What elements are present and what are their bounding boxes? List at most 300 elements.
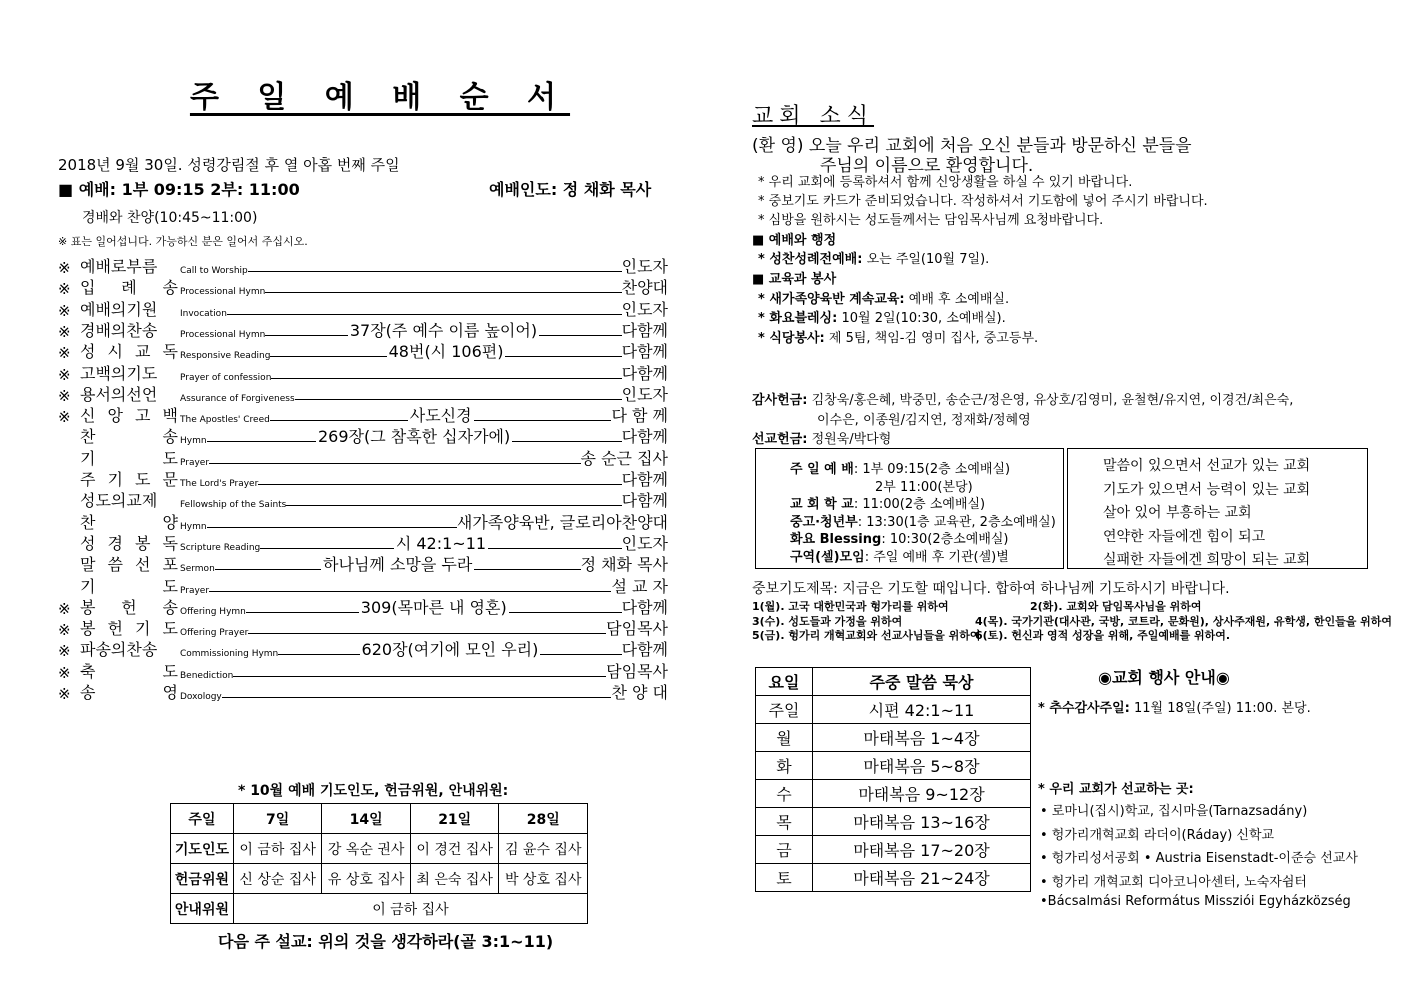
schedule-value: : 13:30(1층 교육관, 2층소예배실)	[857, 514, 1056, 530]
service-name-part: 성	[80, 533, 96, 553]
schedule-row	[790, 528, 1009, 547]
schedule-label: 중고·청년부	[790, 514, 858, 530]
schedule-row	[790, 458, 1010, 477]
service-name-part: 봉	[80, 597, 96, 617]
service-english: Fellowship of the Saints	[180, 500, 287, 511]
service-name	[80, 254, 178, 277]
section-heading: ■ 예배와 행정	[752, 233, 837, 248]
service-detail: 269장(그 참혹한 십자가에)	[317, 427, 511, 447]
leader-line	[270, 356, 386, 357]
welcome-line-1: (환 영) 오늘 우리 교회에 처음 오신 분들과 방문하신 분들을	[752, 136, 1192, 156]
leader-line	[540, 654, 621, 655]
service-name-part: 성도의교제	[80, 491, 158, 511]
service-name-part: 헌	[107, 619, 123, 639]
worship-time: ■ 예배: 1부 09:15 2부: 11:00	[58, 180, 300, 199]
service-row	[58, 426, 668, 447]
service-row	[58, 597, 668, 618]
service-english: Benediction	[180, 670, 234, 681]
leader-line	[270, 420, 408, 421]
service-role: 담임목사	[606, 619, 668, 639]
service-name	[80, 446, 178, 469]
table-header-row	[171, 804, 588, 834]
table-cell: 화	[756, 752, 813, 780]
leader-line	[227, 314, 622, 315]
news-item	[758, 307, 1006, 326]
mission-names: 정원욱/박다형	[807, 432, 892, 447]
schedule-label: 구역(셀)모임	[790, 549, 865, 565]
service-english: Call to Worship	[180, 266, 248, 276]
service-name	[80, 488, 178, 511]
date-line: 2018년 9월 30일. 성령강림절 후 열 아홉 번째 주일	[58, 156, 400, 174]
leader-line	[265, 335, 348, 336]
standing-mark: ※	[58, 280, 71, 299]
next-sermon: 다음 주 설교: 위의 것을 생각하라(골 3:1~11)	[218, 932, 554, 951]
service-name-part: 도	[162, 448, 178, 468]
service-role: 다함께	[621, 363, 668, 383]
service-detail: 309(목마른 내 영혼)	[360, 597, 507, 617]
table-cell: 수	[756, 780, 813, 808]
schedule-value: : 10:30(2층소예배실)	[881, 532, 1009, 547]
table-cell: 이 금하 집사	[233, 834, 322, 864]
service-english: Responsive Reading	[180, 351, 271, 362]
service-name-part: 신	[80, 406, 96, 426]
service-row	[58, 554, 668, 575]
service-name-part: 찬	[80, 427, 96, 447]
news-item	[758, 327, 1038, 346]
motto-line: 실패한 자들에겐 희망이 되는 교회	[1103, 552, 1311, 568]
schedule-row	[875, 476, 973, 495]
section-heading: ■ 교육과 봉사	[752, 272, 837, 287]
service-name-part: 예배의기원	[80, 299, 158, 319]
october-title: * 10월 예배 기도인도, 헌금위원, 안내위원:	[238, 783, 509, 799]
schedule-value: : 11:00(2층 소예배실)	[853, 497, 986, 512]
table-row	[171, 834, 588, 864]
service-name-part: 고백의기도	[80, 363, 158, 383]
table-cell: 마태복음 21~24장	[813, 864, 1031, 892]
service-role: 송 순근 집사	[580, 448, 668, 468]
service-english: Prayer	[180, 457, 210, 468]
service-role: 찬양대	[621, 278, 668, 298]
service-name-part: 독	[162, 533, 178, 553]
leader-line	[278, 654, 359, 655]
news-title: 교회 소식	[752, 104, 875, 129]
service-role: 다함께	[621, 320, 669, 340]
service-name-part: 입	[80, 278, 96, 298]
service-row	[58, 639, 668, 660]
standing-mark: ※	[58, 322, 71, 341]
schedule-value: : 1부 09:15(2층 소예배실)	[853, 462, 1011, 477]
service-name-part: 봉	[80, 619, 96, 639]
schedule-row	[790, 511, 1056, 530]
service-row	[58, 320, 668, 341]
mission-offering	[752, 428, 891, 447]
leader-line	[207, 441, 316, 442]
motto-line: 살아 있어 부흥하는 교회	[1103, 505, 1252, 521]
october-duty-table	[170, 803, 588, 924]
service-english: Assurance of Forgiveness	[180, 393, 295, 404]
service-english: Processional Hymn	[180, 287, 266, 298]
table-cell: 28일	[499, 804, 588, 834]
service-name-part: 양	[162, 512, 178, 532]
table-cell: 이 경건 집사	[410, 834, 499, 864]
service-english: Invocation	[180, 308, 227, 319]
service-name	[80, 637, 178, 660]
service-name-part: 송	[80, 683, 96, 702]
news-item-label: * 성찬성례전예배:	[758, 252, 863, 267]
service-row	[58, 299, 668, 320]
events-title: ◉교회 행사 안내◉	[1098, 668, 1230, 687]
page-title: 주 일 예 배 순 서	[189, 80, 571, 115]
service-name-part: 도	[162, 619, 178, 639]
service-name	[80, 382, 178, 405]
service-name-part: 시	[107, 342, 123, 362]
leader-line	[539, 335, 622, 336]
leader-line	[215, 569, 321, 570]
leader-line	[233, 676, 606, 677]
service-name	[80, 531, 178, 554]
service-row	[58, 533, 668, 554]
leader-line	[209, 591, 611, 592]
mission-place: • 로마니(집시)학교, 집시마을(Tarnazsadány)	[1040, 804, 1308, 819]
table-cell: 금	[756, 836, 813, 864]
mission-place: • 헝가리성서공회 • Austria Eisenstadt-이준승 선교사	[1040, 851, 1358, 866]
table-row	[756, 808, 1031, 836]
service-english: Hymn	[180, 521, 207, 532]
motto-line: 연약한 자들에겐 힘이 되고	[1103, 528, 1266, 545]
weekly-reading-table	[755, 667, 1031, 892]
service-row	[58, 277, 668, 298]
news-bullet: * 우리 교회에 등록하셔서 함께 신앙생활을 하실 수 있기 바랍니다.	[758, 175, 1133, 190]
service-name-part: 경	[107, 533, 123, 553]
service-name-part: 송	[162, 427, 178, 447]
service-role: 다함께	[621, 427, 669, 447]
table-row	[756, 864, 1031, 892]
table-cell: 기도인도	[171, 834, 234, 864]
mission-place: • 헝가리개혁교회 라더이(Ráday) 신학교	[1040, 827, 1275, 843]
prayer-item: 5(금). 헝가리 개혁교회와 선교사님들을 위하여	[752, 629, 981, 642]
service-english: Sermon	[180, 564, 215, 575]
service-row	[58, 256, 668, 277]
leader-line	[258, 484, 621, 485]
service-english: Scripture Reading	[180, 542, 261, 553]
standing-mark: ※	[58, 408, 71, 427]
service-name-part: 예배로부름	[80, 257, 158, 276]
leader-line	[265, 292, 621, 293]
leader-line	[505, 356, 621, 357]
table-cell: 목	[756, 808, 813, 836]
table-row	[756, 780, 1031, 808]
table-cell: 헌금위원	[171, 864, 234, 894]
schedule-row	[790, 493, 985, 512]
service-name-part: 도	[162, 576, 178, 596]
service-detail: 하나님께 소망을 두라	[323, 555, 473, 575]
standing-note: ※ 표는 일어섭니다. 가능하신 분은 일어서 주십시오.	[58, 235, 308, 248]
standing-mark: ※	[58, 642, 71, 661]
service-name	[80, 403, 178, 426]
motto-line: 기도가 있으면서 능력이 있는 교회	[1103, 481, 1311, 498]
table-cell: 시편 42:1~11	[813, 696, 1031, 724]
leader-line	[295, 399, 622, 400]
event-label: * 추수감사주일:	[1038, 701, 1130, 716]
schedule-row	[790, 546, 1009, 565]
table-row	[756, 696, 1031, 724]
service-english: Offering Hymn	[180, 606, 246, 617]
service-name-part: 독	[162, 342, 178, 362]
table-cell: 월	[756, 724, 813, 752]
service-english: Offering Prayer	[180, 628, 249, 639]
service-english: Hymn	[180, 436, 207, 447]
service-role: 정 채화 목사	[580, 555, 669, 575]
mission-place: •Bácsalmási Református Missziói Egyházközség	[1040, 894, 1351, 909]
service-row	[58, 512, 668, 533]
thanks-offering	[752, 389, 1293, 408]
service-role: 담임목사	[606, 661, 668, 681]
leader-line	[286, 505, 621, 506]
service-name-part: 문	[162, 470, 178, 489]
service-row	[58, 682, 668, 703]
service-detail: 37장(주 예수 이름 높이어)	[349, 320, 538, 340]
standing-mark: ※	[58, 685, 71, 703]
service-role: 인도자	[621, 257, 668, 276]
table-cell: 주일	[756, 696, 813, 724]
table-cell: 강 옥순 권사	[322, 834, 411, 864]
service-name-part: 백	[162, 406, 178, 426]
service-row	[58, 576, 668, 597]
prayer-item: 4(목). 국가기관(대사관, 국방, 코트라, 문화원), 상사주재원, 유학생, 한인들을 위하여	[975, 614, 1393, 628]
praise-time: 경배와 찬양(10:45~11:00)	[82, 210, 258, 226]
service-role: 새가족양육반, 글로리아찬양대	[456, 512, 668, 532]
table-row	[756, 752, 1031, 780]
service-name	[80, 680, 178, 703]
news-item-label: * 화요블레싱:	[758, 311, 838, 326]
service-name-part: 송	[162, 597, 178, 617]
service-name	[80, 574, 178, 597]
table-cell: 김 윤수 집사	[499, 834, 588, 864]
table-cell: 이 금하 집사	[233, 894, 587, 924]
service-name-part: 헌	[121, 597, 137, 617]
service-name-part: 경배의찬송	[80, 320, 158, 340]
service-name	[80, 510, 178, 533]
service-name-part: 포	[162, 555, 178, 575]
service-name-part: 기	[107, 470, 123, 489]
service-row	[58, 363, 668, 384]
table-cell: 신 상순 집사	[233, 864, 322, 894]
leader-line	[509, 612, 622, 613]
service-name	[80, 659, 178, 682]
event-item	[1038, 697, 1311, 716]
schedule-value: : 주일 예배 후 기관(셀)별	[864, 549, 1009, 565]
service-name-part: 교	[135, 342, 151, 362]
service-name-part: 축	[80, 661, 96, 681]
worship-leader: 예배인도: 정 채화 목사	[489, 180, 652, 199]
event-text: 11월 18일(주일) 11:00. 본당.	[1129, 701, 1311, 716]
prayer-item: 2(화). 교회와 담임목사님을 위하여	[1030, 600, 1202, 613]
mission-label: 선교헌금:	[752, 432, 808, 447]
standing-mark: ※	[58, 663, 71, 682]
news-item	[758, 248, 989, 267]
leader-line	[488, 548, 622, 549]
prayer-item: 6(토). 헌신과 영적 성장을 위해, 주일예배를 위하여.	[975, 629, 1231, 642]
service-role: 다함께	[621, 470, 668, 489]
service-role: 다함께	[621, 491, 668, 511]
service-name	[80, 297, 178, 320]
standing-mark: ※	[58, 621, 71, 640]
service-english: Prayer of confession	[180, 372, 272, 383]
prayer-title: 중보기도제목: 지금은 기도할 때입니다. 합하여 하나님께 기도하시기 바랍니다.	[752, 581, 1230, 597]
leader-line	[248, 633, 606, 634]
service-name	[80, 552, 178, 575]
service-name-part: 도	[135, 470, 151, 489]
service-name	[80, 318, 178, 341]
service-name	[80, 616, 178, 639]
table-row	[756, 836, 1031, 864]
service-role: 다함께	[621, 640, 669, 660]
news-bullet: * 중보기도 카드가 준비되었습니다. 작성하셔서 기도함에 넣어 주시기 바랍니다.	[758, 194, 1208, 209]
table-cell: 7일	[233, 804, 322, 834]
service-name	[80, 424, 178, 447]
service-name-part: 영	[162, 683, 178, 702]
table-cell: 마태복음 1~4장	[813, 724, 1031, 752]
service-detail: 사도신경	[409, 406, 472, 426]
service-row	[58, 341, 668, 362]
schedule-value: 2부 11:00(본당)	[875, 479, 973, 495]
table-cell: 유 상호 집사	[322, 864, 411, 894]
table-row	[171, 894, 588, 924]
service-english: The Apostles' Creed	[180, 415, 270, 426]
welcome-line-2: 주님의 이름으로 환영합니다.	[820, 156, 1034, 176]
service-row	[58, 384, 668, 405]
service-name	[80, 467, 178, 490]
service-name-part: 성	[80, 342, 96, 362]
service-name	[80, 361, 178, 384]
service-role: 찬 양 대	[611, 683, 668, 702]
table-cell: 박 상호 집사	[499, 864, 588, 894]
service-english: Commissioning Hymn	[180, 649, 279, 660]
service-row	[58, 405, 668, 426]
service-name-part: 기	[80, 576, 96, 596]
leader-line	[248, 271, 622, 272]
service-name-part: 봉	[135, 533, 151, 553]
service-name-part: 찬	[80, 512, 96, 532]
service-name-part: 주	[80, 470, 96, 489]
service-role: 다함께	[621, 342, 669, 362]
service-role: 다함께	[621, 597, 668, 617]
service-role: 다 함 께	[611, 406, 668, 426]
service-name-part: 기	[135, 619, 151, 639]
table-cell: 토	[756, 864, 813, 892]
table-cell: 마태복음 13~16장	[813, 808, 1031, 836]
mission-place: • 헝가리 개혁교회 디아코니아센터, 노숙자쉼터	[1040, 874, 1307, 890]
service-detail: 620장(여기에 모인 우리)	[361, 640, 539, 660]
service-name	[80, 339, 178, 362]
news-item-text: 10월 2일(10:30, 소예배실).	[837, 311, 1006, 326]
service-name-part: 례	[121, 278, 137, 298]
service-row	[58, 448, 668, 469]
leader-line	[474, 420, 612, 421]
service-name-part: 선	[135, 555, 151, 575]
table-cell: 마태복음 17~20장	[813, 836, 1031, 864]
standing-mark: ※	[58, 344, 71, 363]
table-cell: 21일	[410, 804, 499, 834]
table-header-row	[756, 668, 1031, 696]
table-cell: 요일	[756, 668, 813, 696]
leader-line	[260, 548, 394, 549]
leader-line	[512, 441, 621, 442]
news-item	[758, 288, 1009, 307]
standing-mark: ※	[58, 365, 71, 384]
standing-mark: ※	[58, 599, 71, 618]
service-english: Doxology	[180, 692, 222, 702]
service-role: 설 교 자	[611, 576, 668, 596]
service-name-part: 송	[162, 278, 178, 298]
service-row	[58, 661, 668, 682]
leader-line	[207, 527, 457, 528]
schedule-label: 주 일 예 배	[790, 462, 854, 477]
prayer-item: 1(월). 고국 대한민국과 헝가리를 위하여	[752, 600, 949, 613]
leader-line	[271, 378, 621, 379]
standing-mark: ※	[58, 301, 71, 320]
news-item-text: 제 5팀, 책임-김 영미 집사, 중고등부.	[824, 331, 1039, 346]
schedule-label: 화요 Blessing	[790, 532, 882, 547]
service-role: 인도자	[621, 533, 668, 553]
service-name-part: 용서의선언	[80, 384, 158, 404]
service-role: 인도자	[621, 299, 668, 319]
table-cell: 주중 말씀 묵상	[813, 668, 1031, 696]
service-name-part: 도	[162, 661, 178, 681]
table-row	[756, 724, 1031, 752]
news-item-text: 오는 주일(10월 7일).	[862, 252, 990, 267]
service-detail: 시 42:1~11	[395, 533, 487, 553]
news-item-label: * 새가족양육반 계속교육:	[758, 292, 905, 307]
service-name-part: 파송의찬송	[80, 640, 158, 660]
service-name-part: 고	[135, 406, 151, 426]
service-row	[58, 469, 668, 490]
table-cell: 14일	[322, 804, 411, 834]
service-name-part: 기	[80, 448, 96, 468]
table-cell: 주일	[171, 804, 234, 834]
schedule-label: 교 회 학 교	[790, 497, 854, 512]
table-cell: 안내위원	[171, 894, 234, 924]
service-english: Processional Hymn	[180, 329, 266, 340]
leader-line	[222, 697, 612, 698]
thanks-names-2: 이수은, 이종원/김지연, 정재화/정혜영	[817, 413, 1031, 428]
service-detail: 48번(시 106편)	[388, 342, 504, 362]
service-name	[80, 275, 178, 298]
service-row	[58, 618, 668, 639]
leader-line	[209, 463, 580, 464]
motto-line: 말씀이 있으면서 선교가 있는 교회	[1103, 458, 1311, 474]
service-role: 인도자	[621, 384, 668, 404]
service-english: Prayer	[180, 585, 210, 596]
table-cell: 마태복음 5~8장	[813, 752, 1031, 780]
service-row	[58, 490, 668, 511]
service-name-part: 씀	[107, 555, 123, 575]
service-name-part: 앙	[107, 406, 123, 426]
service-name-part: 말	[80, 555, 96, 575]
thanks-names: 김창욱/홍은혜, 박중민, 송순근/정은영, 유상호/김영미, 윤철현/유지연, 이경건/최은숙,	[807, 393, 1294, 408]
standing-mark: ※	[58, 259, 71, 277]
table-cell: 최 은숙 집사	[410, 864, 499, 894]
service-name	[80, 595, 178, 618]
prayer-item: 3(수). 성도들과 가정을 위하여	[752, 614, 903, 628]
table-row	[171, 864, 588, 894]
leader-line	[474, 569, 580, 570]
news-item-label: * 식당봉사:	[758, 331, 825, 346]
table-cell: 마태복음 9~12장	[813, 780, 1031, 808]
thanks-label: 감사헌금:	[752, 393, 808, 408]
news-bullet: * 심방을 원하시는 성도들께서는 담임목사님께 요청바랍니다.	[758, 213, 1104, 228]
service-english: The Lord's Prayer	[180, 479, 259, 489]
